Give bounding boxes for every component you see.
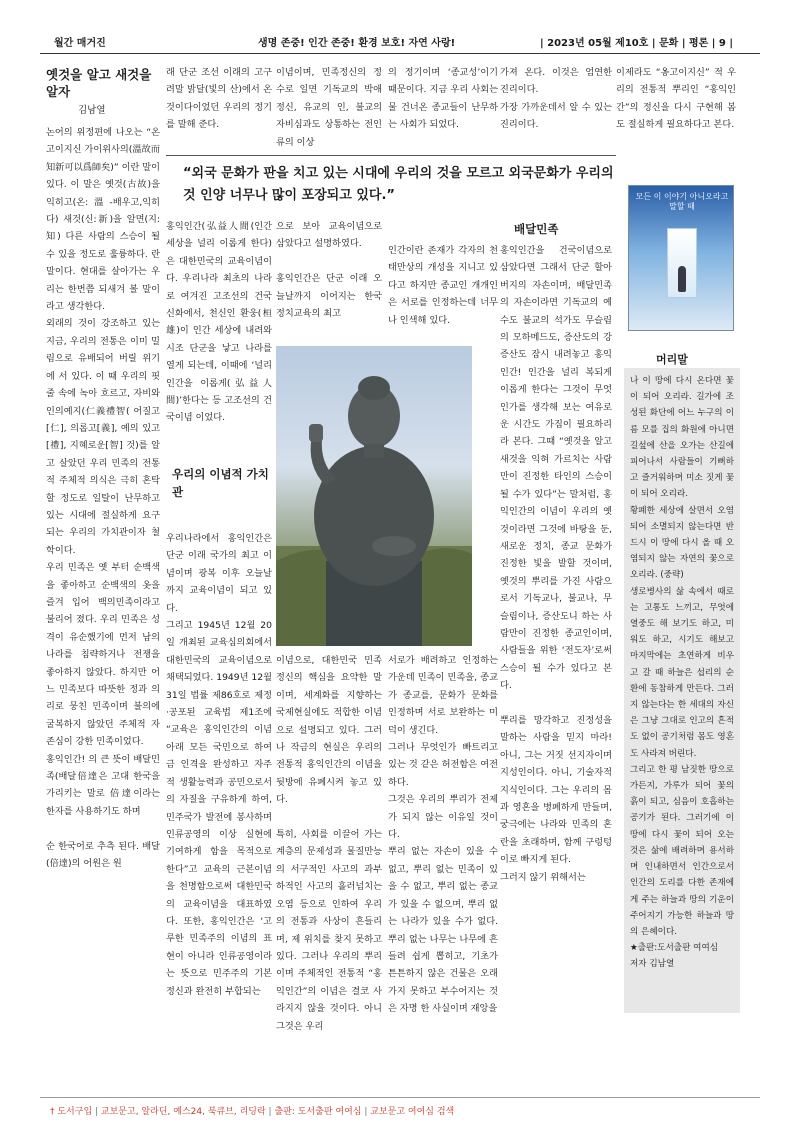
subhead-values: 우리의 이념적 가치관 bbox=[172, 467, 269, 499]
subhead-baedal: 배달민족 bbox=[514, 222, 559, 236]
footer-buy-label: † 도서구입 bbox=[50, 1107, 93, 1117]
article-column-3c: 이념으로, 대한민국 민족정신의 핵심을 요약한 말이며, 세계화를 지향하는 국제현실에도 적합한 이념으로 설명되고 있다. 그러나 작금의 현실은 우리의 전통적 홍익인간의 이념을 뒷방에 유폐시켜 놓고 있다. 특히, 사회를 이끌어 가는 계층의 문제성과 물질만능의 서구적인 사고의 과부하적인 사고의 흘러넘치는 오염 등으로 인하여 우리의 전통과 사상이 흔들리며, 제 위치를 찾지 못하고 있다. 그러나 우리의 뿌리이며 주체적인 전통적 “홍익인간”의 이념은 결코 사라지지 않을 것이다. 아니 그것은 우리 bbox=[276, 655, 382, 1032]
article-column-4a: 의 정기이며 ‘종교성’이기 때문이다. 지금 우리 사회는 물 건너온 종교들이 난무하는 사회가 되었다. bbox=[388, 67, 498, 131]
article-column-5b: 홍익인간을 건국이념으로 삼았다면 그래서 단군 할아버지의 자손이며, 배달민족의 자손이라면 기독교의 예수도 불교의 석가도 무슬림의 모하메드도, 증산도의 강증산도 잠시 내려놓고 홍익인간! 인간을 널리 복되게 이롭게 한다는 그것이 무엇인가를 생각해 보는 여유로운 시간도 가짐이 필요하리라 본다. 그때 “옛것을 알고 새것을 익혀 가르치는 사람만이 진정한 타인의 스승이 될 수가 있다”는 말처럼, 홍익인간의 이념이 우리의 옛것이라면 그것에 바탕을 둔, 새로운 정치, 종교 문화가 진정한 빛을 발할 것이며, 옛것의 뿌리를 가진 사람으로서 기독교나, 불교나, 무슬림이나, 증산도니 하는 사람만이 진정한 종교인이며, 사람들을 위한 ‘전도자’로써 스승이 될 수가 있다고 본다. 뿌리를 망각하고 진정성을 말하는 사람을 믿지 마라! 아니, 그는 거짓 선지자이며 지성인이다. 아니, 기술자적 지식인이다. 그는 우리의 몸과 영혼을 병폐하게 만들며, 궁극에는 나라와 민족의 혼란을 초래하며, 함께 구렁텅이로 빠지게 된다. 그러지 않기 위해서는 bbox=[500, 245, 612, 883]
footer-stores: 교보문고, 알라딘, 예스24, 북큐브, 리딩락 bbox=[100, 1107, 266, 1117]
article-column-2a: 래 단군 조선 이래의 고구려말 밝달(빛의 산)에서 온 것이다이었던 우리의 정기를 말해 준다. bbox=[166, 67, 272, 131]
footer-publisher: 출판: 도서출판 여여심 bbox=[274, 1107, 362, 1117]
article-column-3a: 이념이며, 민족정신의 정수로 일면 기독교의 박애정신, 유교의 인, 불교의 자비심과도 상통하는 전인류의 이상 bbox=[276, 67, 382, 148]
book-cover-title: 모든 이 이야기 아니오라고 말할 때 bbox=[635, 192, 729, 211]
article-column-4b: 인간이란 존재가 각자의 천태만상의 개성을 지니고 있다고 하지만 종교인 개개인은 서로를 인정하는데 너무나 인색해 있다. bbox=[388, 245, 498, 326]
article-column-1: 논어의 위정편에 나오는 “온고이지신 가이위사의(溫故而知新可以爲師矣)” 이란 말이 있다. 이 말은 옛것(古故)을 익히고(온:溫-배우고,익히다) 새것(신:新)을 알면(지:知) 다른 사람의 스승이 될 수 있을 정도로 훌륭하다. 란 말이다. 현대를 살아가는 우리는 한번쯤 되새겨 볼 말이라고 생각한다. 외래의 것이 강조하고 있는 지금, 우리의 전통은 이미 밀림으로 유배되어 버릴 위기에 서 있다. 이 때 우리의 핏줄 속에 녹아 흐르고, 자비와 인의예지(仁義禮智( 어질고[仁], 의롭고[義], 예의 있고[禮], 지혜로운[智] 것)를 알고 살았던 우리 민족의 전통적 주체적 의식은 극히 혼탁할 정도로 일탈이 난무하고 있는 시대에 절실하게 요구되는 우리의 가치관이자 철학이다. 우리 민족은 옛 부터 순백색을 좋아하고 순백색의 옷을 즐겨 입어 백의민족이라고 불리어 졌다. 우리 민족은 성격이 유순했기에 먼저 남의 나라를 침략하거나 전쟁을 좋아하지 않았다. 하지만 어느 민족보다 따뜻한 정과 의리로 뭉친 민족이며 불의에 굴복하지 않았던 주체적 자존심이 강한 민족이었다. 홍익인간! 의 큰 뜻이 배달민족(배달倍達은 고대 한국을 가리키는 말로 倍達이라는 한자를 사용하기도 하며 순 한국어로 추측 된다. 배달(倍達)의 어원은 원 bbox=[46, 127, 160, 870]
pull-quote: “외국 문화가 판을 치고 있는 시대에 우리의 것을 모르고 외국문화가 우리의 것 인양 너무나 많이 포장되고 있다.” bbox=[183, 166, 614, 203]
header-slogan: 생명 존중! 인간 존중! 환경 보호! 자연 사랑! bbox=[258, 38, 456, 49]
footer-divider bbox=[40, 1097, 760, 1098]
magazine-name: 월간 매거진 bbox=[54, 38, 106, 49]
buddha-statue-photo bbox=[276, 346, 472, 646]
article-column-6a: 이제라도 “옹고이지신” 적 우리의 전통적 뿌리인 “홍익인간”의 정신을 다시 구현해 봄도 절실하게 필요하다고 본다. bbox=[616, 67, 736, 131]
header-divider bbox=[40, 53, 760, 54]
issue-info: | 2023년 05월 제10호 | 문화 | 평론 | 9 | bbox=[540, 38, 733, 49]
book-figure-illustration bbox=[678, 266, 686, 292]
page-header bbox=[40, 30, 760, 52]
footer-search-hint: 교보문고 여여심 검색 bbox=[370, 1107, 455, 1117]
article-column-2c: 우리나라에서 홍익인간은 단군 이래 국가의 최고 이념이며 광복 이후 오늘날까지 교육이념이 되고 있다. 그리고 1945년 12월 20일 개최된 교육심의회에서 대한민국의 교육이념으로 채택되었다. 1949년 12월 31일 법률 제86호로 제정·공포된 교육법 제1조에 “교육은 홍익인간의 이념아래 모든 국민으로 하여금 인격을 완성하고 자주적 생활능력과 공민으로서의 자질을 구유하게 하여, 민주국가 발전에 봉사하며 인류공영의 이상 실현에 기여하게 함을 목적으로 한다”고 교육의 근본이념을 천명함으로써 대한민국의 교육이념을 대표하였다. 또한, 홍익인간은 ‘고루한 민족주의 이념의 표현이 아니라 인류공영이라는 뜻으로 민주주의 기본정신과 완전히 부합되는 bbox=[166, 533, 272, 997]
article-column-2b: 홍익인간(弘益人間(인간 세상을 널리 이롭게 한다)은 대한민국의 교육이념이다. 우리나라 최초의 나라로 여겨진 고조선의 건국신화에서, 천신인 환웅(桓雄)이 인간 세상에 내려와 시조 단군을 낳고 나라를 열게 되는데, 이때에 ‘널리 인간을 이롭게(弘益人間)’한다는 등 고조선의 건국이념 이었다. bbox=[166, 221, 272, 424]
page-footer: † 도서구입 | 교보문고, 알라딘, 예스24, 북큐브, 리딩락 | 출판: 도서출판 여여심 | 교보문고 여여심 검색 bbox=[50, 1107, 455, 1117]
quote-divider bbox=[166, 155, 616, 156]
article-column-3b: 으로 보아 교육이념으로 삼았다고 설명하였다. 홍익인간은 단군 이래 오늘날까지 이어지는 한국 정치교육의 최고 bbox=[276, 221, 382, 320]
article-title: 옛것을 알고 새것을 알자 bbox=[46, 67, 152, 99]
sidebar-preface-text: 나 이 땅에 다시 온다면 꽃이 되어 오리라. 길가에 조성된 화단에 어느 누구의 이름 모를 집의 화원에 아니면 길섶에 산을 오가는 산길에 피어나서 사람들이 기뻐하고 즐거워하며 미소 짓게 꽃이 되어 오리라. 황폐한 세상에 살면서 오염되어 소멸되지 않는다면 반드시 이 땅에 다시 올 때 오염되지 않는 자연의 꽃으로 오리라. (중략) 생로병사의 삶 속에서 때로는 고통도 느끼고, 무엇에 열중도 해 보기도 하고, 미워도 하고, 시기도 해보고 마지막에는 초연하게 비우고 갈 때 하늘은 섭리의 순환에 동참하게 만든다. 그러지 않는다는 한 세대의 자신은 그냥 그대로 인고의 흔적도 없이 공기처럼 몸도 영혼도 사라져 버린다. 그리고 한 평 남짓한 땅으로 가든지, 가루가 되어 꽃의 흙이 되고, 심음이 호흡하는 공기가 된다. 그러기에 이 땅에 다시 꽃이 되어 오는 것은 삶에 배려하며 용서하며 인내하면서 인간으로서 인간의 도리를 다한 존재에게 주는 하늘과 땅의 기운이 주어지기 가능한 하늘과 땅의 은혜이다. ★출판:도서출판 여여심 저자 김남열 bbox=[630, 376, 734, 970]
sidebar-heading: 머리말 bbox=[656, 353, 688, 366]
article-author: 김남열 bbox=[78, 105, 106, 116]
book-cover-image bbox=[628, 185, 734, 331]
article-column-5a: 가져 온다. 이것은 엄연한 진리이다. 가장 가까운데서 알 수 있는 진리이다. bbox=[500, 67, 612, 131]
article-column-4c: 서로가 배려하고 인정하는 가운데 민족이 민족을, 종교가 종교를, 문화가 문화를 인정하며 서로 보완하는 미덕이 생긴다. 그러나 무엇인가 빠트리고 있는 것 같은 허전함은 여전하다. 그것은 우리의 뿌리가 전제가 되지 않는 이유일 것이다. 뿌리 없는 자손이 있을 수 없고, 뿌리 없는 민족이 있을 수 없고, 뿌리 없는 종교가 있을 수 없으며, 뿌리 없는 나라가 있을 수가 없다. 뿌리 없는 나무는 나무에 흔들려 쉽게 뽑히고, 기초가 튼튼하지 않은 건물은 오래가지 못하고 부수어지는 것은 자명 한 사실이며 재앙을 bbox=[388, 655, 498, 1015]
